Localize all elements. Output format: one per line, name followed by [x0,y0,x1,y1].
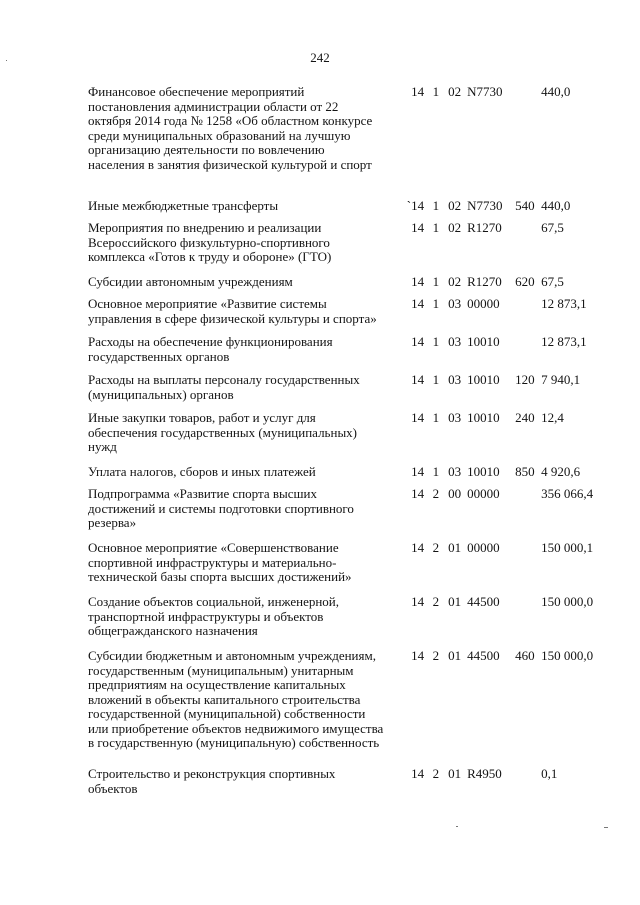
row-amount: 4 920,6 [541,464,581,479]
item-code: 10010 [467,410,500,425]
expense-type-code: 460 [515,648,535,663]
subprogram-code: 2 [432,486,440,501]
main-activity-code: 01 [448,766,462,781]
program-code: 14 [411,540,425,555]
program-code: 14 [411,296,425,311]
row-codes [406,373,541,388]
subprogram-code: 1 [432,198,440,213]
subprogram-code: 1 [432,84,440,99]
row-amount: 67,5 [541,274,564,289]
row-amount: 12 873,1 [541,334,587,349]
row-amount: 12,4 [541,410,564,425]
subprogram-code: 1 [432,372,440,387]
item-code: 10010 [467,464,500,479]
row-name: Подпрограмма «Развитие спорта высших достижений и системы подготовки спортивного резерва» [88,486,354,530]
row-amount: 356 066,4 [541,486,594,501]
subprogram-code: 2 [432,594,440,609]
row-name: Иные межбюджетные трансферты [88,198,279,213]
item-code: 44500 [467,648,500,663]
row-amount: 150 000,0 [541,648,594,663]
expense-type-code [510,541,541,556]
main-activity-code: 02 [448,198,462,213]
scan-mark [604,827,608,828]
expense-type-code: 540 [515,198,535,213]
table-row [88,649,628,761]
program-code: `14 [406,198,425,213]
expense-type-code [510,85,541,100]
row-codes [406,541,541,556]
row-codes [406,411,541,426]
row-codes [406,199,541,214]
row-codes [406,221,541,236]
row-codes [406,85,541,100]
row-amount: 440,0 [541,84,571,99]
page-number: 242 [310,50,330,65]
subprogram-code: 1 [432,296,440,311]
table-row [88,297,628,329]
row-name: Расходы на выплаты персоналу государственных (муниципальных) органов [88,372,360,402]
main-activity-code: 03 [448,296,462,311]
expense-type-code [510,767,541,782]
subprogram-code: 2 [432,766,440,781]
program-code: 14 [411,410,425,425]
item-code: N7730 [467,198,503,213]
row-codes [406,275,541,290]
item-code: 00000 [467,296,500,311]
expense-type-code [510,297,541,312]
table-row [88,767,628,799]
program-code: 14 [411,274,425,289]
table-row [88,595,628,643]
item-code: 10010 [467,372,500,387]
row-name: Мероприятия по внедрению и реализации Всероссийского физкультурно-спортивного комплекса «Готов к труду и обороне» (ГТО) [88,220,332,264]
main-activity-code: 03 [448,372,462,387]
row-amount: 12 873,1 [541,296,587,311]
main-activity-code: 01 [448,540,462,555]
row-amount: 150 000,0 [541,594,594,609]
row-name: Субсидии бюджетным и автономным учреждениям, государственным (муниципальным) унитарным предприятиям на осуществление капитальных вложений в объекты капитального строительства государственной (муниципальной) собственности или приобретение объектов недвижимого имущества в государственную (муниципальную) собственность [88,648,384,750]
main-activity-code: 03 [448,334,462,349]
item-code: 00000 [467,540,500,555]
item-code: 00000 [467,486,500,501]
row-name: Финансовое обеспечение мероприятий постановления администрации области от 22 октября 2014 года № 1258 «Об областном конкурсе среди муниципальных образований на лучшую организацию деятельности по вовлечению населения в занятия физической культурой и спорт [88,84,373,172]
expense-type-code: 850 [515,464,535,479]
main-activity-code: 02 [448,274,462,289]
row-amount: 440,0 [541,198,571,213]
row-amount: 7 940,1 [541,372,581,387]
table-row [88,335,628,367]
program-code: 14 [411,334,425,349]
table-row [88,199,628,215]
item-code: R1270 [467,220,502,235]
row-name: Строительство и реконструкция спортивных объектов [88,766,336,796]
program-code: 14 [411,84,425,99]
table-row [88,541,628,589]
expense-type-code [510,221,541,236]
row-name: Расходы на обеспечение функционирования государственных органов [88,334,333,364]
row-codes [406,487,541,502]
row-codes [406,465,541,480]
table-row [88,275,628,291]
row-name: Субсидии автономным учреждениям [88,274,293,289]
program-code: 14 [411,594,425,609]
expense-type-code: 620 [515,274,535,289]
row-name: Создание объектов социальной, инженерной, транспортной инфраструктуры и объектов общегражданского назначения [88,594,339,638]
program-code: 14 [411,648,425,663]
program-code: 14 [411,486,425,501]
row-name: Основное мероприятие «Развитие системы управления в сфере физической культуры и спорта» [88,296,377,326]
expense-type-code [510,487,541,502]
row-amount: 150 000,1 [541,540,594,555]
subprogram-code: 1 [432,334,440,349]
row-amount: 0,1 [541,766,558,781]
subprogram-code: 2 [432,648,440,663]
item-code: R1270 [467,274,502,289]
row-name: Основное мероприятие «Совершенствование спортивной инфраструктуры и материально-технической базы спорта высших достижений» [88,540,352,584]
expense-type-code: 240 [515,410,535,425]
expense-type-code [510,335,541,350]
table-row [88,487,628,535]
expense-type-code: 120 [515,372,535,387]
table-row [88,85,628,193]
row-codes [406,335,541,350]
main-activity-code: 02 [448,84,462,99]
table-row [88,221,628,269]
main-activity-code: 03 [448,464,462,479]
table-row [88,373,628,405]
item-code: 10010 [467,334,500,349]
main-activity-code: 02 [448,220,462,235]
row-codes [406,297,541,312]
scan-mark [6,60,7,61]
row-name: Уплата налогов, сборов и иных платежей [88,464,316,479]
subprogram-code: 1 [432,220,440,235]
budget-table [88,85,628,805]
scan-mark [456,826,458,827]
row-codes [406,649,541,664]
row-codes [406,595,541,610]
program-code: 14 [411,766,425,781]
subprogram-code: 1 [432,410,440,425]
subprogram-code: 1 [432,464,440,479]
program-code: 14 [411,464,425,479]
subprogram-code: 1 [432,274,440,289]
table-row [88,465,628,481]
program-code: 14 [411,220,425,235]
expense-type-code [510,595,541,610]
table-row [88,411,628,459]
main-activity-code: 03 [448,410,462,425]
main-activity-code: 00 [448,486,462,501]
program-code: 14 [411,372,425,387]
row-amount: 67,5 [541,220,564,235]
row-name: Иные закупки товаров, работ и услуг для обеспечения государственных (муниципальных) нужд [88,410,358,454]
item-code: R4950 [467,766,502,781]
subprogram-code: 2 [432,540,440,555]
item-code: 44500 [467,594,500,609]
main-activity-code: 01 [448,648,462,663]
item-code: N7730 [467,84,503,99]
row-codes [406,767,541,782]
main-activity-code: 01 [448,594,462,609]
